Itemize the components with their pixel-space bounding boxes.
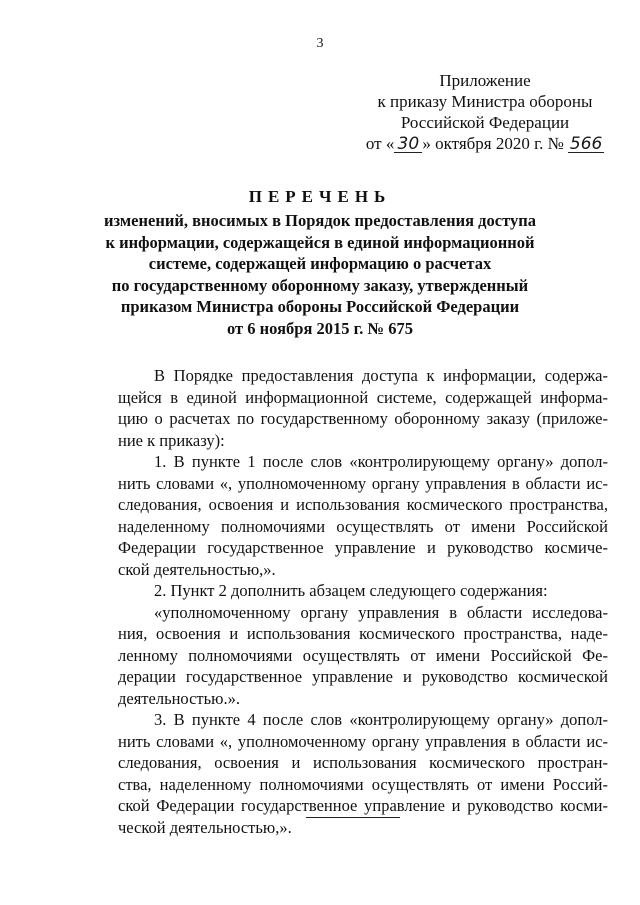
appendix-block [360, 70, 610, 154]
date-prefix: от « [365, 134, 395, 153]
subtitle-line: по государственному оборонному заказу, утвержденный [111, 275, 529, 295]
document-title: ПЕРЕЧЕНЬ [248, 187, 392, 206]
subtitle-line: изменений, вносимых в Порядок предоставления доступа [104, 211, 536, 230]
handwritten-day: 30 [394, 136, 422, 153]
body-line: следования, освоения и использования космического простран- [118, 753, 608, 772]
handwritten-order-number: 566 [569, 134, 603, 154]
document-subtitle [100, 210, 540, 339]
appendix-date-line [360, 133, 610, 154]
body-line: ленному полномочиями осуществлять от имени Российской Фе- [118, 645, 608, 665]
appendix-line-3: Российской Федерации [400, 113, 570, 132]
page-number: 3 [316, 36, 324, 51]
date-middle: » октября 2020 г. № [422, 134, 564, 153]
appendix-line-2: к приказу Министра обороны [377, 92, 593, 111]
body-line: ской Федерации государственное управление и руководство косми- [118, 796, 608, 815]
body-line: щейся в единой информационной системе, содержащей информа- [118, 387, 608, 407]
subtitle-line: системе, содержащей информацию о расчетах [148, 254, 492, 273]
body-line: деятельностью.». [118, 688, 240, 708]
subtitle-line: от 6 ноября 2015 г. № 675 [227, 318, 413, 338]
body-line: нить словами «, уполномоченному органу управления в области ис- [118, 731, 608, 751]
body-line: следования, освоения и использования космического пространства, [118, 495, 608, 514]
body-line: 1. В пункте 1 после слов «контролирующему органу» допол- [154, 452, 608, 471]
subtitle-line: к информации, содержащейся в единой информационной [105, 232, 535, 252]
body-line: ческой деятельностью,». [118, 817, 292, 837]
body-line: ние к приказу): [118, 430, 225, 450]
paragraph-item-1 [118, 451, 608, 580]
body-line: 3. В пункте 4 после слов «контролирующему органу» допол- [154, 710, 608, 729]
paragraph-item-3 [118, 709, 608, 838]
body-line: цию о расчетах по государственному оборонному заказу (приложе- [118, 409, 608, 428]
body-line: ской деятельностью,». [118, 559, 276, 579]
paragraph-item-2 [118, 580, 608, 602]
paragraph-quote [118, 602, 608, 710]
closing-rule [306, 817, 400, 818]
document-body [118, 365, 608, 838]
body-line: ния, освоения и использования космического пространства, наде- [118, 624, 608, 643]
body-line: наделенному полномочиями осуществлять от имени Российской [118, 516, 608, 536]
body-line: В Порядке предоставления доступа к информации, содержа- [154, 366, 608, 385]
body-line: Федерации государственное управление и руководство космиче- [118, 538, 608, 557]
subtitle-line: приказом Министра обороны Российской Федерации [120, 297, 520, 316]
body-line: ства, наделенному полномочиями осуществлять от имени Россий- [118, 774, 608, 794]
body-line: 2. Пункт 2 дополнить абзацем следующего содержания: [154, 581, 548, 600]
paragraph-intro [118, 365, 608, 451]
body-line: нить словами «, уполномоченному органу управления в области ис- [118, 473, 608, 493]
body-line: дерации государственное управление и руководство космической [118, 667, 608, 686]
body-line: «уполномоченному органу управления в области исследова- [154, 602, 608, 622]
appendix-line-1: Приложение [439, 71, 531, 90]
